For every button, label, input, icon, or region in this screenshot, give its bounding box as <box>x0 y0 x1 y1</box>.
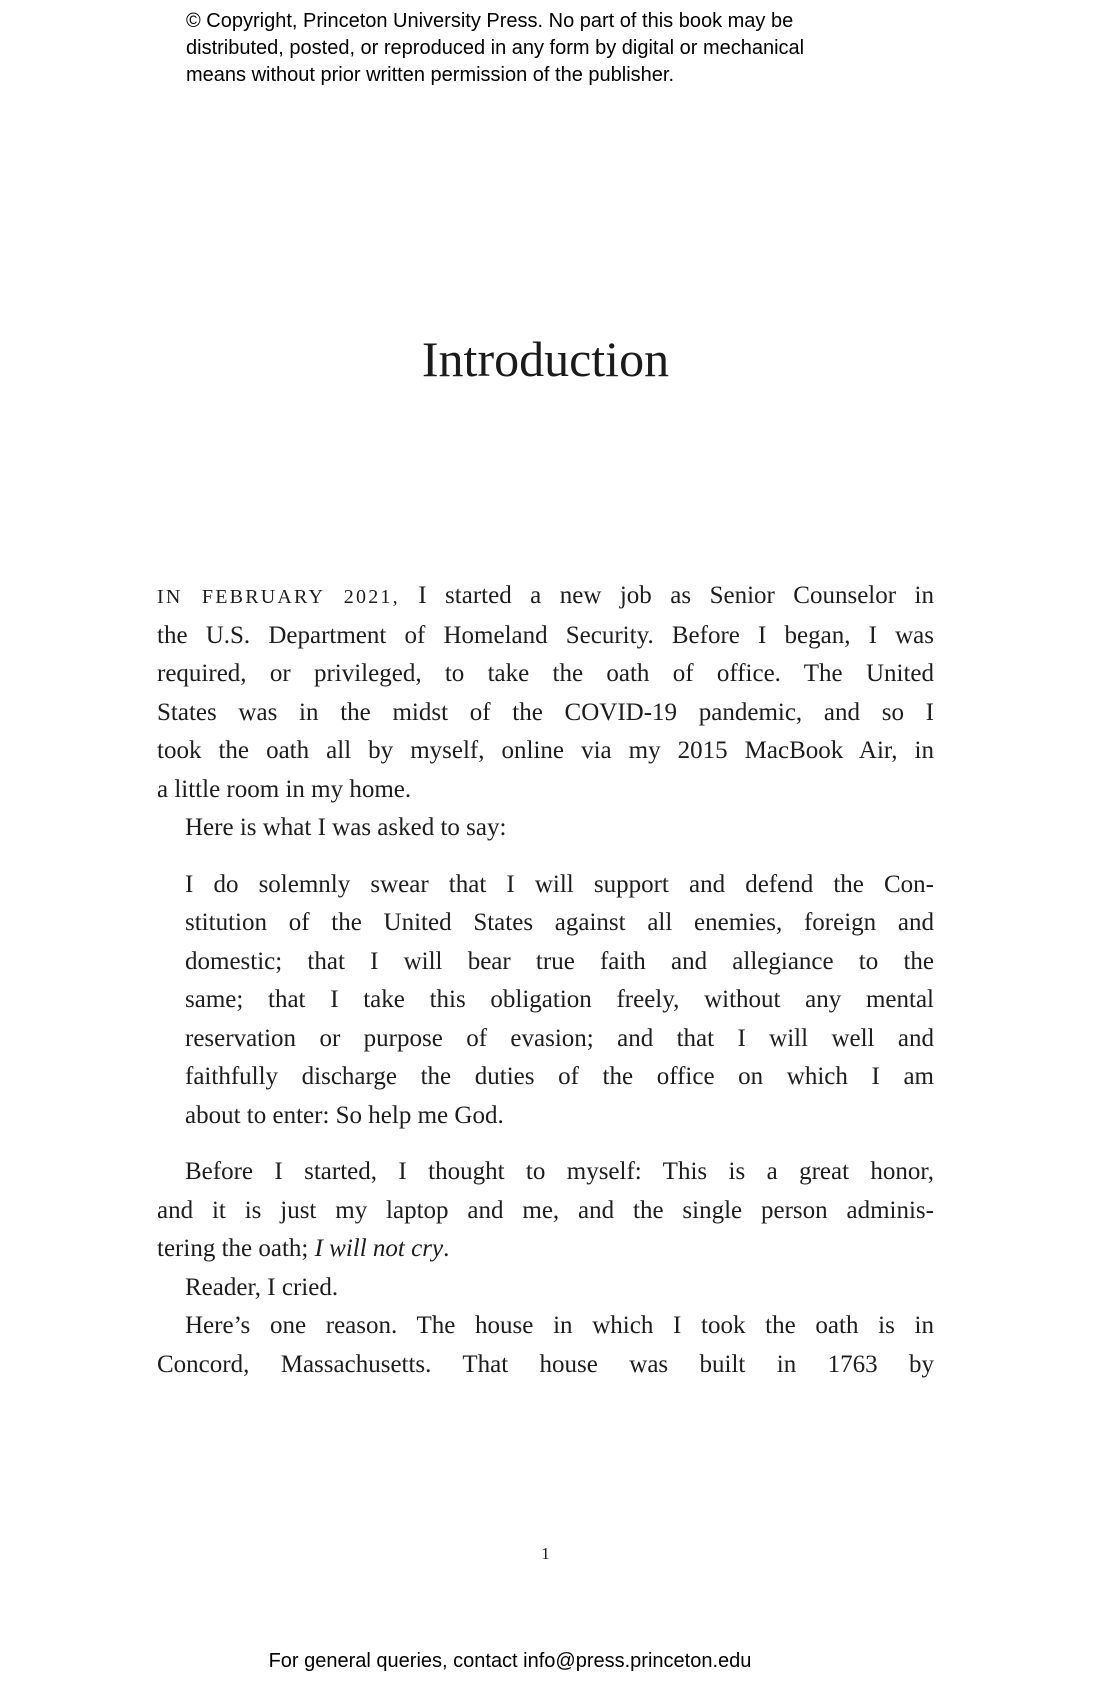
page-number: 1 <box>541 1544 550 1563</box>
footer-contact: For general queries, contact info@press.princeton.edu <box>268 1650 752 1672</box>
text-line <box>185 904 934 943</box>
copyright-line: © Copyright, Princeton University Press. No part of this book may be <box>186 10 794 32</box>
text-line <box>157 1307 934 1346</box>
text-segment: took the oath all by myself, online via my 2015 MacBook Air, in <box>157 737 934 764</box>
text-segment: States was in the midst of the COVID-19 pandemic, and so I <box>157 698 934 726</box>
text-line <box>157 1153 934 1192</box>
text-segment: Before I started, I thought to myself: This is a great honor, <box>185 1158 934 1185</box>
paragraph <box>157 809 934 848</box>
text-line <box>185 943 934 982</box>
paragraph <box>157 1153 934 1269</box>
text-line <box>185 1058 934 1097</box>
text-line <box>157 732 934 771</box>
italic-text: I will not cry <box>314 1235 444 1262</box>
text-segment: Here is what I was asked to say: <box>185 814 507 841</box>
text-line <box>157 1346 934 1385</box>
text-line <box>185 981 934 1020</box>
text-segment: tering the oath; <box>157 1235 315 1262</box>
text-segment: reservation or purpose of evasion; and that I will well and <box>185 1024 934 1052</box>
text-line <box>157 655 934 694</box>
text-segment: stitution of the United States against all enemies, foreign and <box>185 909 934 936</box>
body-text <box>157 577 934 1384</box>
text-line <box>157 809 934 848</box>
text-segment: required, or privileged, to take the oath of office. The United <box>157 660 934 687</box>
text-segment: Here’s one reason. The house in which I took the oath is in <box>185 1312 934 1339</box>
text-line <box>157 694 934 733</box>
chapter-title: Introduction <box>421 331 670 387</box>
text-segment: Reader, I cried. <box>185 1273 339 1301</box>
text-segment: I do solemnly swear that I will support and defend the Con- <box>185 870 934 898</box>
text-line <box>157 577 934 617</box>
text-line <box>157 1192 934 1231</box>
text-line <box>157 771 934 810</box>
text-segment: and it is just my laptop and me, and the single person adminis- <box>157 1196 934 1224</box>
text-segment: faithfully discharge the duties of the office on which I am <box>185 1063 934 1090</box>
text-line <box>157 1230 934 1269</box>
smallcaps-text: IN FEBRUARY 2021, <box>157 586 400 608</box>
paragraph <box>157 1307 934 1384</box>
text-segment: Concord, Massachusetts. That house was built in 1763 by <box>157 1350 934 1378</box>
text-line <box>185 1020 934 1059</box>
text-segment: a little room in my home. <box>157 775 412 803</box>
text-segment: same; that I take this obligation freely, without any mental <box>185 986 934 1013</box>
copyright-line: means without prior written permission of the publisher. <box>186 64 675 86</box>
paragraph <box>157 1269 934 1308</box>
text-segment: . <box>443 1235 450 1262</box>
text-segment: I started a new job as Senior Counselor in <box>399 582 934 609</box>
copyright-line: distributed, posted, or reproduced in any form by digital or mechanical <box>186 37 805 59</box>
text-line <box>157 617 934 656</box>
text-segment: about to enter: So help me God. <box>185 1101 504 1129</box>
text-line <box>185 1097 934 1136</box>
text-line <box>157 1269 934 1308</box>
block-quote <box>157 866 934 1136</box>
paragraph <box>157 577 934 809</box>
copyright-notice <box>186 8 866 89</box>
text-line <box>185 866 934 905</box>
text-segment: the U.S. Department of Homeland Security. Before I began, I was <box>157 621 934 649</box>
text-segment: domestic; that I will bear true faith and allegiance to the <box>185 947 934 975</box>
